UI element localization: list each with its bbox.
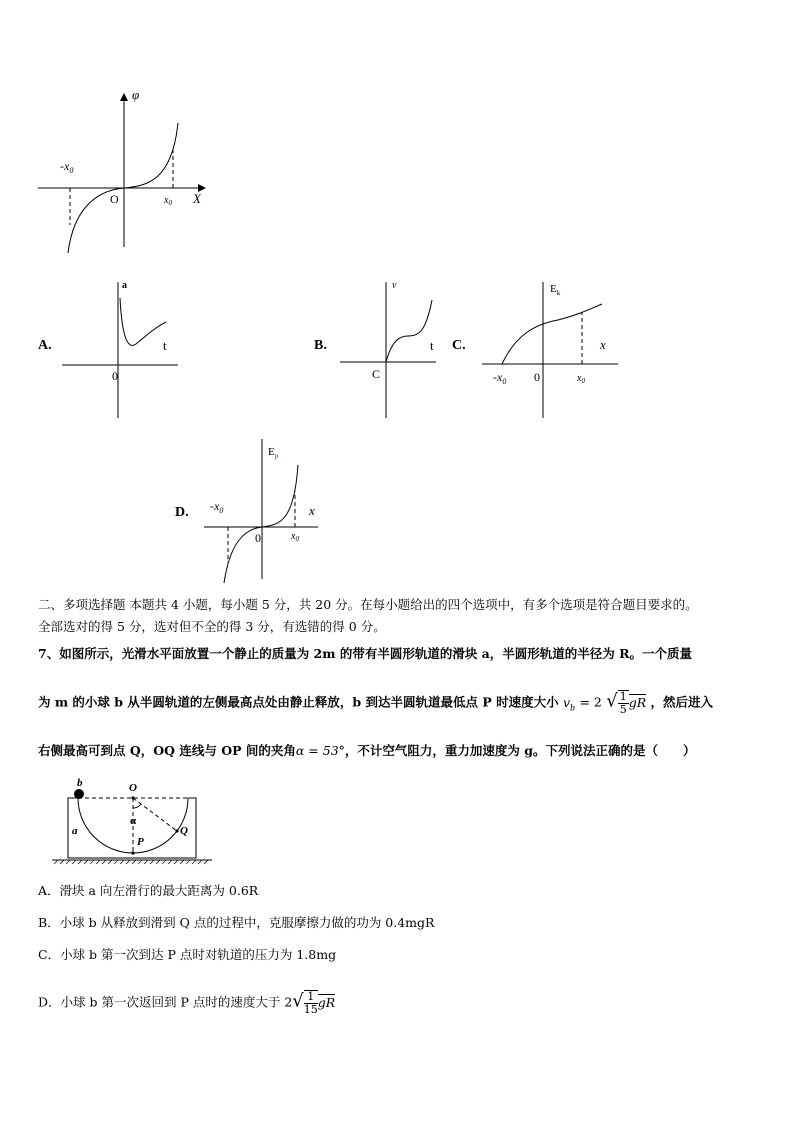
section2-line2: 全部选对的得 5 分，选对但不全的得 3 分，有选错的得 0 分。 [38,619,386,634]
q7-figure [50,778,220,868]
neg-x0-label: $-x_0$ [493,370,507,386]
label-b: b [77,777,83,789]
q7-line2-end: ，然后进入 [650,694,714,710]
vb-formula: $v_b$ [562,694,576,712]
q7-line2-text: 为 m 的小球 b 从半圆轨道的左侧最高点处由静止释放，b 到达半圆轨道最低点 P 时速度大小 [38,694,559,710]
y-label: φ [132,87,140,102]
q7-line3: 右侧最高可到点 Q，OQ 连线与 OP 间的夹角α = 53°，不计空气阻力，重力加速度为 g。下列说法正确的是（ ） [38,743,696,758]
x-label: x [309,503,315,518]
option-d-label: D. [175,505,189,520]
option-c: C．小球 b 第一次到达 P 点时对轨道的压力为 1.8mg [38,947,337,962]
option-c-graph [478,278,628,423]
y-label: $E_p$ [268,446,279,460]
y-axis-arrow [120,93,128,101]
option-d: D．小球 b 第一次返回到 P 点时的速度大于 2√ $\frac{1}{15}$ gR [38,990,336,1016]
vb-fraction: $\frac{1}{5}$ [619,690,627,716]
vb-gR: gR [628,694,647,710]
x-label: X [193,191,201,206]
option-b-label: B. [314,338,327,353]
neg-x0-label: $-x_0$ [210,499,224,515]
x-label: x [600,337,606,352]
label-a: a [72,825,78,837]
vb-eq: = 2 [579,694,602,710]
x0-label: $x_0$ [291,531,299,543]
label-p: P [137,836,144,848]
d-gR: gR [317,994,336,1010]
neg-x0-label: $-x_0$ [60,159,74,175]
option-b: B．小球 b 从释放到滑到 Q 点的过程中，克服摩擦力做的功为 0.4mgR [38,915,435,930]
x-label: t [430,338,434,353]
ground-hatching [54,860,208,864]
point-q [175,829,178,832]
slider-block [68,798,196,858]
option-a: A．滑块 a 向左滑行的最大距离为 0.6R [38,883,259,898]
label-alpha: α [130,815,137,827]
label-o: O [129,782,137,794]
option-c-label: C. [452,338,466,353]
option-a-graph [58,278,188,423]
origin-label: 0 [255,531,261,545]
ek-curve [502,304,602,364]
y-label: v [392,280,397,291]
x0-label: $x_0$ [164,195,172,207]
origin-label: O [110,192,119,206]
option-a-label: A. [38,338,52,353]
option-b-graph [336,278,446,423]
y-label: $E_k$ [550,283,561,297]
origin-label: C [372,367,381,381]
alpha-arc [133,804,141,808]
oq-line [133,798,177,831]
d-fraction: $\frac{1}{15}$ [303,990,318,1016]
ep-curve [224,465,298,583]
y-label: a [122,280,127,291]
origin-label: 0 [534,370,540,384]
point-o [131,796,134,799]
alpha-eq: α = 53° [295,743,345,758]
option-d-graph [200,435,340,585]
ball-b [74,789,84,799]
label-q: Q [180,825,188,837]
x-label: t [163,338,167,353]
point-p [131,851,134,854]
a-curve [120,298,166,345]
q7-line2: 为 m 的小球 b 从半圆轨道的左侧最高点处由静止释放，b 到达半圆轨道最低点 P 时速度大小 $v_b = 2$ √ $\frac{1}{5}$ gR ，然后进入 [38,690,714,716]
section2-line1: 二、多项选择题 本题共 4 小题，每小题 5 分，共 20 分。在每小题给出的四个选项中，有多个选项是符合题目要求的。 [38,597,698,612]
x0-label: $x_0$ [577,373,585,385]
v-curve [386,300,432,362]
origin-label: 0 [112,369,118,383]
d-coef: 2 [284,994,293,1010]
q7-line1: 7、如图所示，光滑水平面放置一个静止的质量为 2m 的带有半圆形轨道的滑块 a，半圆形轨道的半径为 R。一个质量 [38,646,693,661]
phi-x-graph [30,85,250,255]
